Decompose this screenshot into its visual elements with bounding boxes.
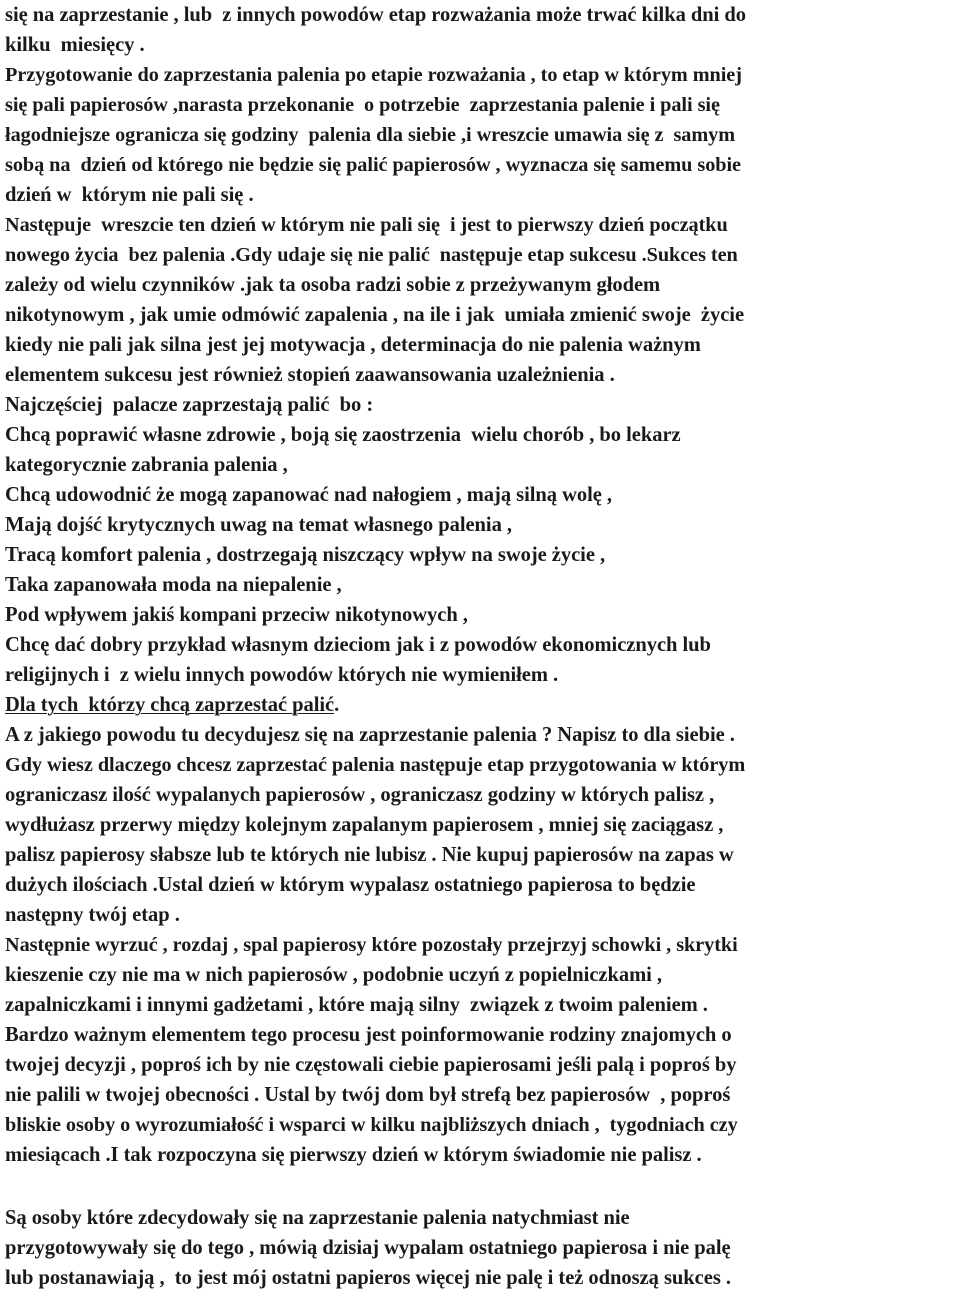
text-line: nowego życia bez palenia .Gdy udaje się nie palić następuje etap sukcesu .Sukces ten [5, 244, 738, 266]
text-line: Następnie wyrzuć , rozdaj , spal papierosy które pozostały przejrzyj schowki , skrytki [5, 934, 738, 956]
text-line: kiedy nie pali jak silna jest jej motywacja , determinacja do nie palenia ważnym [5, 334, 701, 356]
text-line: religijnych i z wielu innych powodów których nie wymieniłem . [5, 664, 559, 686]
text-line: sobą na dzień od którego nie będzie się palić papierosów , wyznacza się samemu sobie [5, 154, 741, 176]
text-line: zapalniczkami i innymi gadżetami , które mają silny związek z twoim paleniem . [5, 994, 708, 1016]
text-line: przygotowywały się do tego , mówią dzisiaj wypalam ostatniego papierosa i nie palę [5, 1237, 731, 1259]
section-heading-period: . [334, 694, 340, 716]
text-line: Następuje wreszcie ten dzień w którym nie pali się i jest to pierwszy dzień początku [5, 214, 728, 236]
text-line: bliskie osoby o wyrozumiałość i wsparci w kilku najbliższych dniach , tygodniach czy [5, 1114, 738, 1136]
text-line: dużych ilościach .Ustal dzień w którym wypalasz ostatniego papierosa to będzie [5, 874, 696, 896]
text-line: następny twój etap . [5, 904, 180, 926]
section-heading-line [5, 690, 955, 720]
text-line: Pod wpływem jakiś kompani przeciw nikotynowych , [5, 604, 468, 626]
text-line: zależy od wielu czynników .jak ta osoba radzi sobie z przeżywanym głodem [5, 274, 661, 296]
document-body [5, 0, 957, 1293]
text-line: Tracą komfort palenia , dostrzegają niszczący wpływ na swoje życie , [5, 544, 606, 566]
text-line: twojej decyzji , poproś ich by nie częstowali ciebie papierosami jeśli palą i poproś by [5, 1054, 737, 1076]
text-line: Przygotowanie do zaprzestania palenia po etapie rozważania , to etap w którym mniej [5, 64, 742, 86]
text-line: dzień w którym nie pali się . [5, 184, 254, 206]
section-heading: Dla tych którzy chcą zaprzestać palić [5, 694, 335, 716]
text-line: Chcą udowodnić że mogą zapanować nad nałogiem , mają silną wolę , [5, 484, 613, 506]
text-line: Gdy wiesz dlaczego chcesz zaprzestać palenia następuje etap przygotowania w którym [5, 754, 746, 776]
text-line: palisz papierosy słabsze lub te których nie lubisz . Nie kupuj papierosów na zapas w [5, 844, 734, 866]
text-line: Bardzo ważnym elementem tego procesu jest poinformowanie rodziny znajomych o [5, 1024, 732, 1046]
paragraph-spacer [5, 1170, 955, 1203]
text-line: Mają dojść krytycznych uwag na temat własnego palenia , [5, 514, 512, 536]
text-line: A z jakiego powodu tu decydujesz się na zaprzestanie palenia ? Napisz to dla siebie . [5, 724, 735, 746]
text-line: kategorycznie zabrania palenia , [5, 454, 288, 476]
text-line: nie palili w twojej obecności . Ustal by twój dom był strefą bez papierosów , poproś [5, 1084, 731, 1106]
text-line: Chcą poprawić własne zdrowie , boją się zaostrzenia wielu chorób , bo lekarz [5, 424, 681, 446]
text-line: kieszenie czy nie ma w nich papierosów , podobnie uczyń z popielniczkami , [5, 964, 662, 986]
text-line: kilku miesięcy . [5, 34, 145, 56]
text-line: elementem sukcesu jest również stopień zaawansowania uzależnienia . [5, 364, 615, 386]
text-line: nikotynowym , jak umie odmówić zapalenia , na ile i jak umiała zmienić swoje życie [5, 304, 745, 326]
text-line: miesiącach .I tak rozpoczyna się pierwszy dzień w którym świadomie nie palisz . [5, 1144, 702, 1166]
text-line: łagodniejsze ogranicza się godziny palenia dla siebie ,i wreszcie umawia się z samym [5, 124, 736, 146]
text-line: Są osoby które zdecydowały się na zaprzestanie palenia natychmiast nie [5, 1207, 630, 1229]
text-line: Najczęściej palacze zaprzestają palić bo : [5, 394, 374, 416]
text-line: Taka zapanowała moda na niepalenie , [5, 574, 342, 596]
text-line: Chcę dać dobry przykład własnym dzieciom jak i z powodów ekonomicznych lub [5, 634, 711, 656]
text-line: wydłużasz przerwy między kolejnym zapalanym papierosem , mniej się zaciągasz , [5, 814, 724, 836]
text-line: się na zaprzestanie , lub z innych powodów etap rozważania może trwać kilka dni do [5, 4, 747, 26]
text-line: się pali papierosów ,narasta przekonanie o potrzebie zaprzestania palenie i pali się [5, 94, 720, 116]
text-line: lub postanawiają , to jest mój ostatni papieros więcej nie palę i też odnoszą sukces . [5, 1267, 731, 1289]
text-line: ograniczasz ilość wypalanych papierosów , ograniczasz godziny w których palisz , [5, 784, 715, 806]
